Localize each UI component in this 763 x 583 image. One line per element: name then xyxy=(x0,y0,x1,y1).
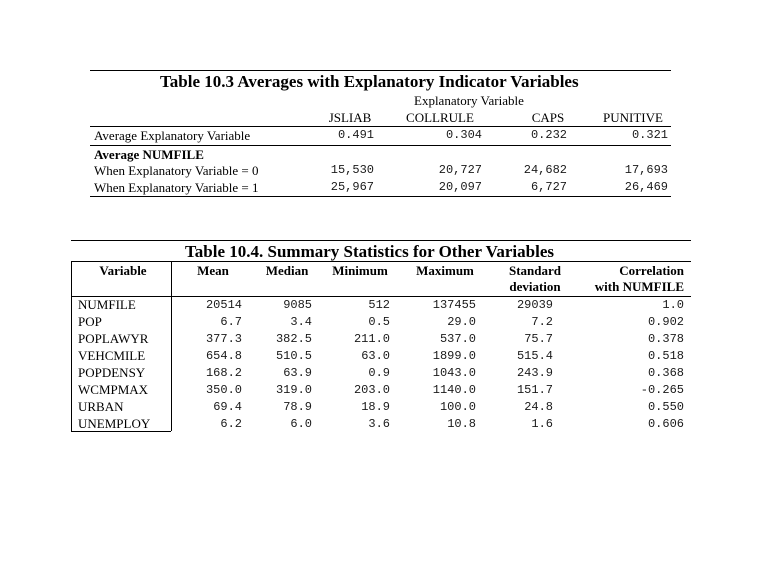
table-cell: 537.0 xyxy=(439,332,476,346)
table-cell: 319.0 xyxy=(275,383,312,397)
group-header: Explanatory Variable xyxy=(414,93,524,108)
column-header: CAPS xyxy=(531,110,565,125)
table-cell: 1140.0 xyxy=(432,383,476,397)
table-cell: 3.4 xyxy=(290,315,312,329)
table-cell: 69.4 xyxy=(213,400,242,414)
table-cell: 7.2 xyxy=(531,315,553,329)
table-cell: 0.304 xyxy=(445,128,482,142)
row-label: UNEMPLOY xyxy=(78,416,151,431)
table-cell: 1899.0 xyxy=(432,349,476,363)
column-divider xyxy=(171,261,172,431)
table-cell: 15,530 xyxy=(330,163,374,177)
column-header: Correlation xyxy=(619,263,684,278)
table-cell: 3.6 xyxy=(368,417,390,431)
table-cell: 0.550 xyxy=(647,400,684,414)
row-label: POP xyxy=(78,314,102,329)
table-cell: 0.5 xyxy=(368,315,390,329)
table-cell: 0.491 xyxy=(337,128,374,142)
row-label: POPLAWYR xyxy=(78,331,149,346)
table-cell: 29.0 xyxy=(447,315,476,329)
table-cell: 1.0 xyxy=(662,298,684,312)
row-label: VEHCMILE xyxy=(78,348,146,363)
row-label: When Explanatory Variable = 1 xyxy=(94,180,259,195)
row-label: Average NUMFILE xyxy=(94,147,204,162)
table-cell: 0.378 xyxy=(647,332,684,346)
row-label: POPDENSY xyxy=(78,365,146,380)
column-header: Mean xyxy=(197,263,229,278)
table-cell: 151.7 xyxy=(516,383,553,397)
table-cell: 20,097 xyxy=(438,180,482,194)
table-cell: 17,693 xyxy=(624,163,668,177)
table-cell: 6.7 xyxy=(220,315,242,329)
table-cell: 377.3 xyxy=(205,332,242,346)
row-label: When Explanatory Variable = 0 xyxy=(94,163,259,178)
column-header: Median xyxy=(265,263,309,278)
table-cell: 211.0 xyxy=(353,332,390,346)
row-label: NUMFILE xyxy=(78,297,136,312)
table-cell: 18.9 xyxy=(361,400,390,414)
table-cell: 0.368 xyxy=(647,366,684,380)
table-cell: 1.6 xyxy=(531,417,553,431)
section-rule xyxy=(90,145,671,146)
table-cell: 9085 xyxy=(283,298,312,312)
column-header: COLLRULE xyxy=(406,110,474,125)
column-header: Standard xyxy=(508,263,562,278)
table-cell: 0.321 xyxy=(631,128,668,142)
table-cell: 512 xyxy=(368,298,390,312)
table-cell: 168.2 xyxy=(205,366,242,380)
header-rule xyxy=(90,126,671,127)
table-cell: 6.2 xyxy=(220,417,242,431)
column-header: Variable xyxy=(99,263,147,278)
table-cell: 0.518 xyxy=(647,349,684,363)
table-cell: -0.265 xyxy=(640,383,684,397)
table-title: Table 10.3 Averages with Explanatory Indicator Variables xyxy=(160,72,579,91)
table-cell: 63.0 xyxy=(361,349,390,363)
table-cell: 78.9 xyxy=(283,400,312,414)
table-cell: 10.8 xyxy=(447,417,476,431)
table-cell: 0.606 xyxy=(647,417,684,431)
table-cell: 24.8 xyxy=(524,400,553,414)
top-rule xyxy=(71,240,691,241)
table-cell: 6.0 xyxy=(290,417,312,431)
table-cell: 515.4 xyxy=(516,349,553,363)
table-cell: 29039 xyxy=(516,298,553,312)
table-cell: 382.5 xyxy=(275,332,312,346)
table-cell: 25,967 xyxy=(330,180,374,194)
column-header: Maximum xyxy=(416,263,474,278)
table-cell: 24,682 xyxy=(523,163,567,177)
column-header-line2: with NUMFILE xyxy=(594,279,684,294)
bottom-rule xyxy=(71,431,171,432)
bottom-rule xyxy=(90,196,671,197)
row-label: URBAN xyxy=(78,399,124,414)
header-rule xyxy=(71,296,691,297)
table-cell: 0.232 xyxy=(530,128,567,142)
table-title: Table 10.4. Summary Statistics for Other Variables xyxy=(185,242,554,261)
table-cell: 6,727 xyxy=(530,180,567,194)
column-divider xyxy=(71,261,72,431)
table-cell: 20,727 xyxy=(438,163,482,177)
table-cell: 26,469 xyxy=(624,180,668,194)
row-label: WCMPMAX xyxy=(78,382,149,397)
top-rule xyxy=(90,70,671,71)
title-rule xyxy=(71,261,691,262)
column-header: Minimum xyxy=(332,263,388,278)
column-header: JSLIAB xyxy=(328,110,372,125)
table-cell: 0.9 xyxy=(368,366,390,380)
table-cell: 203.0 xyxy=(353,383,390,397)
table-cell: 350.0 xyxy=(205,383,242,397)
table-cell: 20514 xyxy=(205,298,242,312)
table-cell: 137455 xyxy=(432,298,476,312)
table-cell: 243.9 xyxy=(516,366,553,380)
table-cell: 75.7 xyxy=(524,332,553,346)
table-cell: 63.9 xyxy=(283,366,312,380)
row-label: Average Explanatory Variable xyxy=(94,128,251,143)
table-cell: 510.5 xyxy=(275,349,312,363)
column-header-line2: deviation xyxy=(509,279,561,294)
column-header: PUNITIVE xyxy=(603,110,663,125)
table-cell: 0.902 xyxy=(647,315,684,329)
table-cell: 1043.0 xyxy=(432,366,476,380)
table-cell: 654.8 xyxy=(205,349,242,363)
table-cell: 100.0 xyxy=(439,400,476,414)
